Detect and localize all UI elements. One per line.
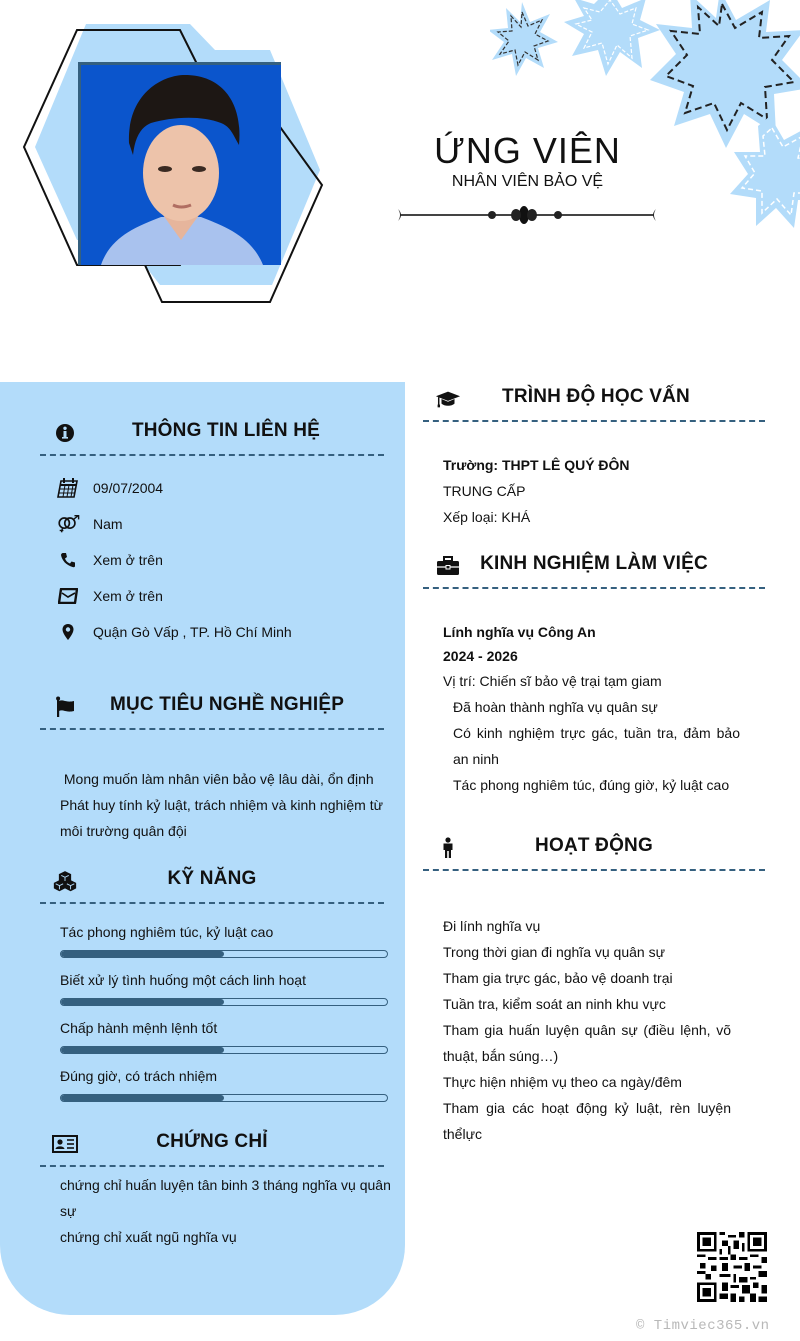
education-details [443, 452, 763, 530]
experience-position: Vị trí: Chiến sĩ bảo vệ trại tạm giam [443, 673, 662, 689]
skill-progress-bar [60, 1094, 388, 1102]
section-title-certificates: CHỨNG CHỈ [156, 1131, 268, 1152]
birthday-value: 09/07/2004 [93, 480, 164, 496]
section-title-objective: MỤC TIÊU NGHỀ NGHIỆP [109, 694, 345, 715]
activities-list [443, 913, 731, 1147]
objective-line: môi trường quân đội [60, 823, 187, 839]
gender-icon [56, 514, 80, 534]
contact-row-address [56, 621, 292, 643]
skill-progress-bar [60, 950, 388, 958]
experience-detail-line: an ninh [453, 751, 499, 767]
experience-details [443, 619, 743, 798]
skill-progress-bar [60, 1046, 388, 1054]
section-header-certificates [40, 1127, 384, 1167]
experience-company: Lính nghĩa vụ Công An [443, 624, 596, 640]
experience-period: 2024 - 2026 [443, 648, 518, 664]
skill-label: Tác phong nghiêm túc, kỷ luật cao [60, 924, 274, 940]
skill-item [60, 970, 388, 1006]
section-title-skills: KỸ NĂNG [167, 868, 257, 889]
skill-label: Đúng giờ, có trách nhiệm [60, 1068, 218, 1084]
divider-ornament [396, 204, 658, 226]
activity-line: Trong thời gian đi nghĩa vụ quân sự [443, 944, 665, 960]
candidate-photo [78, 62, 281, 265]
skill-item [60, 922, 388, 958]
education-school: Trường: THPT LÊ QUÝ ĐÔN [443, 457, 630, 473]
candidate-name: ỨNG VIÊN [434, 130, 621, 171]
experience-detail-line: Có kinh nghiệm trực gác, tuần tra, đảm bảo [453, 725, 740, 741]
contact-row-email [56, 585, 163, 607]
section-header-objective [40, 690, 384, 730]
certificates-list [60, 1172, 395, 1250]
certificate-line: sự [60, 1203, 77, 1219]
education-grade: Xếp loại: KHÁ [443, 509, 531, 525]
section-header-experience [423, 549, 765, 589]
skill-progress-fill [61, 1095, 224, 1101]
phone-value[interactable]: Xem ở trên [93, 552, 163, 568]
objective-line: Phát huy tính kỷ luật, trách nhiệm và kinh nghiệm từ [60, 797, 383, 813]
envelope-icon [56, 586, 80, 606]
activity-line: Thực hiện nhiệm vụ theo ca ngày/đêm [443, 1074, 682, 1090]
skill-label: Chấp hành mệnh lệnh tốt [60, 1020, 218, 1036]
section-header-skills [40, 864, 384, 904]
contact-row-gender [56, 513, 123, 535]
portrait-image [81, 65, 281, 265]
experience-detail-line: Tác phong nghiêm túc, đúng giờ, kỷ luật cao [453, 777, 730, 793]
section-header-activities [423, 831, 765, 871]
objective-line: Mong muốn làm nhân viên bảo vệ lâu dài, ổn định [60, 771, 374, 787]
education-level: TRUNG CẤP [443, 483, 526, 499]
objective-text [60, 766, 390, 844]
activity-line: Đi lính nghĩa vụ [443, 918, 541, 934]
job-title: NHÂN VIÊN BẢO VỆ [451, 173, 604, 190]
certificate-line: chứng chỉ huấn luyện tân binh 3 tháng nghĩa vụ quân [60, 1177, 391, 1193]
section-title-activities: HOẠT ĐỘNG [535, 835, 653, 856]
skill-progress-bar [60, 998, 388, 1006]
section-header-education [423, 382, 765, 422]
activity-line: Tham gia các hoạt động kỷ luật, rèn luyện [443, 1100, 731, 1116]
activity-line: Tuần tra, kiểm soát an ninh khu vực [443, 996, 666, 1012]
skill-item [60, 1066, 388, 1102]
section-title-experience: KINH NGHIỆM LÀM VIỆC [480, 553, 708, 574]
copyright-watermark: © Timviec365.vn [636, 1318, 770, 1334]
section-title-contact: THÔNG TIN LIÊN HỆ [131, 420, 321, 441]
contact-row-birthday [56, 477, 163, 499]
phone-icon [56, 550, 80, 570]
section-title-education: TRÌNH ĐỘ HỌC VẤN [502, 386, 690, 407]
activity-line: Tham gia huấn luyện quân sự (điều lệnh, võ [443, 1022, 731, 1038]
star-decorations [490, 0, 800, 230]
qr-code[interactable] [697, 1232, 767, 1302]
header-title-block [400, 130, 655, 192]
activity-line: Tham gia trực gác, bảo vệ doanh trại [443, 970, 673, 986]
skill-progress-fill [61, 1047, 224, 1053]
skill-progress-fill [61, 951, 224, 957]
skill-item [60, 1018, 388, 1054]
gender-value: Nam [93, 516, 123, 532]
map-marker-icon [56, 622, 80, 642]
skill-label: Biết xử lý tình huống một cách linh hoạt [60, 972, 306, 988]
section-header-contact [40, 416, 384, 456]
experience-detail-line: Đã hoàn thành nghĩa vụ quân sự [453, 699, 658, 715]
address-value: Quận Gò Vấp , TP. Hồ Chí Minh [93, 624, 292, 640]
calendar-icon [56, 478, 80, 498]
skill-progress-fill [61, 999, 224, 1005]
certificate-line: chứng chỉ xuất ngũ nghĩa vụ [60, 1229, 237, 1245]
email-value[interactable]: Xem ở trên [93, 588, 163, 604]
activity-line: thểlực [443, 1126, 482, 1142]
contact-row-phone [56, 549, 163, 571]
activity-line: thuật, bắn súng…) [443, 1048, 559, 1064]
